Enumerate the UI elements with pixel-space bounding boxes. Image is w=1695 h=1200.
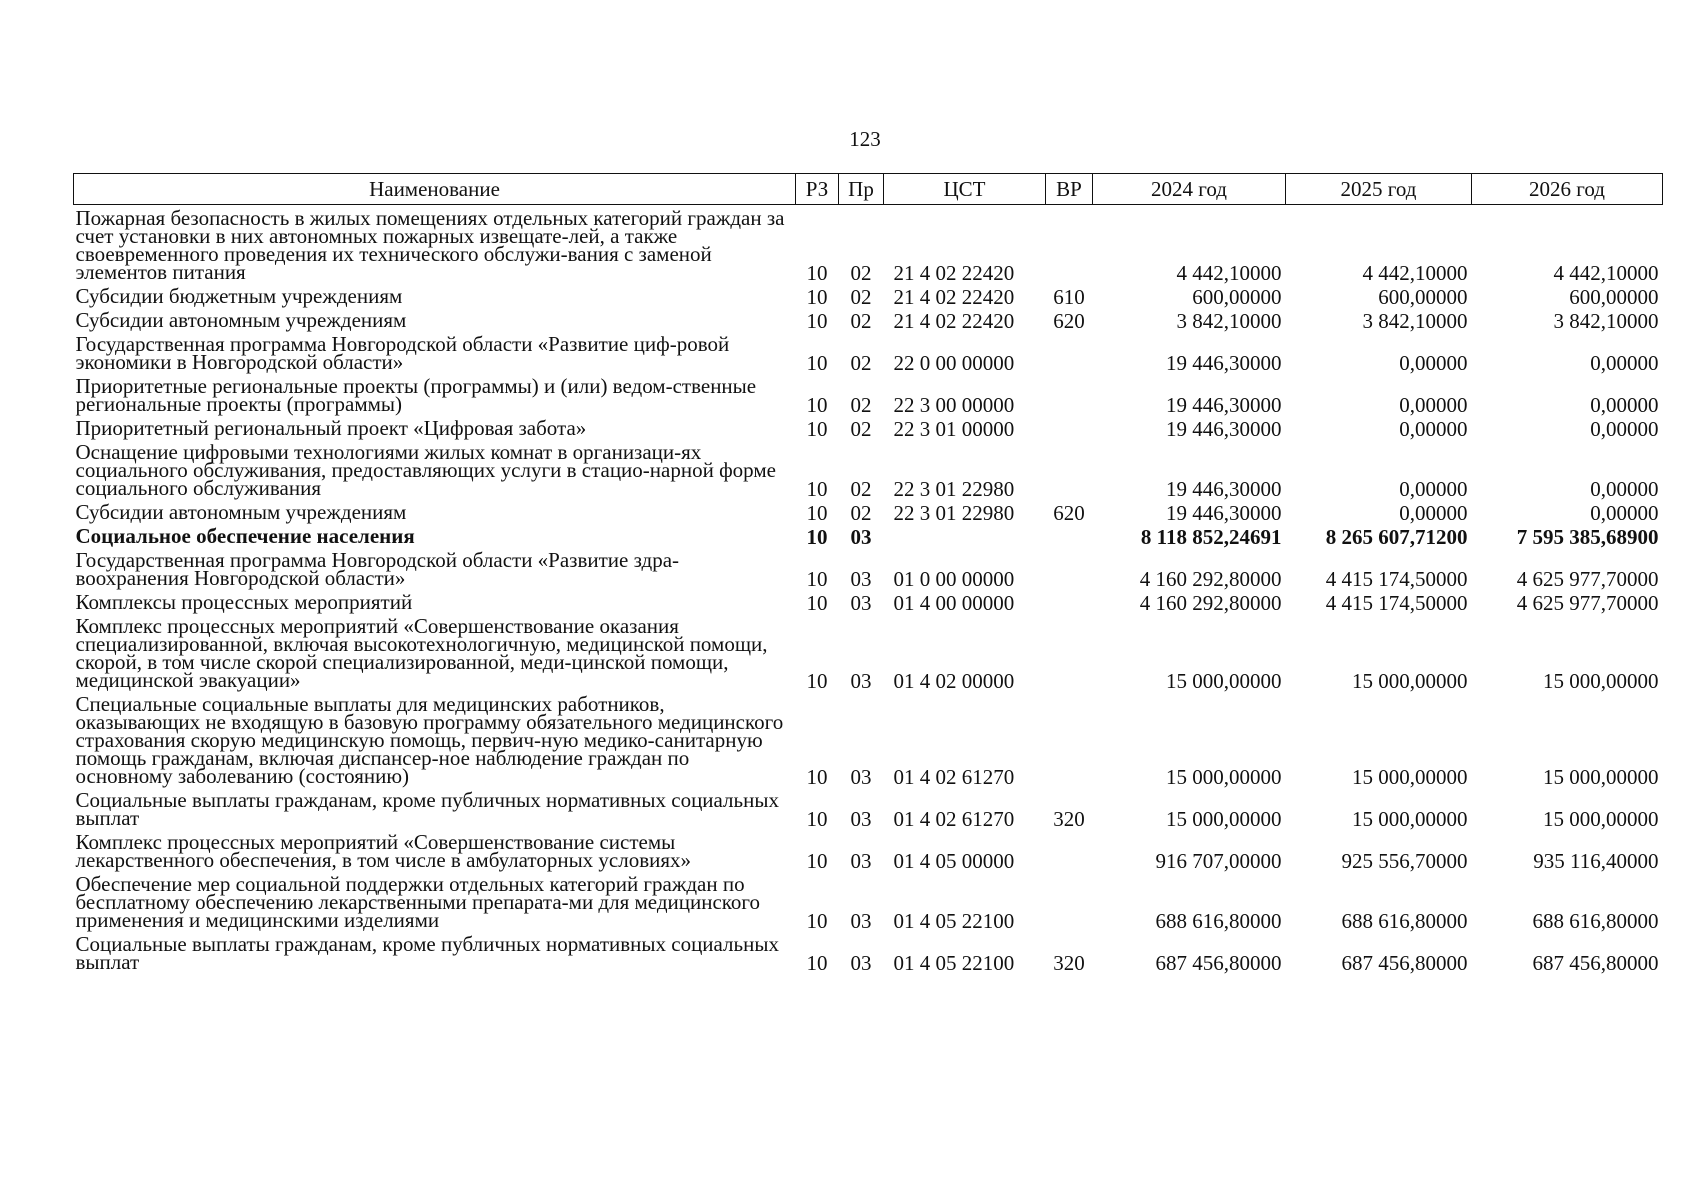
row-value-2025: 0,00000 [1399,477,1468,501]
row-rz: 10 [806,849,828,873]
row-cst [884,523,1046,547]
row-pr: 03 [850,525,872,549]
row-cst: 01 4 05 22100 [893,909,1015,933]
table-row [74,307,1663,331]
row-pr: 02 [850,285,872,309]
row-name: Приоритетный региональный проект «Цифровая забота» [75,416,587,440]
row-value-2025: 15 000,00000 [1352,807,1468,831]
row-vr [1046,205,1093,284]
row-value-2025: 15 000,00000 [1352,669,1468,693]
header-2026: 2026 год [1472,174,1663,205]
row-pr: 02 [850,351,872,375]
table-row [74,499,1663,523]
row-vr [1046,331,1093,373]
row-value-2025: 0,00000 [1399,393,1468,417]
row-value-2026: 4 625 977,70000 [1516,591,1659,615]
table-row [74,205,1663,284]
table-body [74,205,1663,974]
row-value-2026: 687 456,80000 [1532,951,1659,975]
row-value-2026: 0,00000 [1590,351,1659,375]
row-name: Комплекс процессных мероприятий «Совершенствование системы лекарственного обеспечения, в том числе в амбулаторных условиях» [75,830,692,872]
row-value-2024: 688 616,80000 [1155,909,1282,933]
row-value-2024: 19 446,30000 [1166,351,1282,375]
row-value-2026: 3 842,10000 [1553,309,1659,333]
row-value-2024: 3 842,10000 [1176,309,1282,333]
row-value-2025: 8 265 607,71200 [1325,525,1468,549]
table-row [74,331,1663,373]
row-name: Государственная программа Новгородской области «Развитие циф-ровой экономики в Новгородской области» [75,332,730,374]
row-value-2026: 15 000,00000 [1543,669,1659,693]
header-vr: ВР [1046,174,1093,205]
row-cst: 21 4 02 22420 [893,285,1015,309]
row-pr: 02 [850,417,872,441]
row-value-2024: 600,00000 [1192,285,1282,309]
row-name: Субсидии автономным учреждениям [75,308,407,332]
row-cst: 22 3 00 00000 [893,393,1015,417]
row-vr [1046,691,1093,787]
row-value-2024: 8 118 852,24691 [1140,525,1282,549]
table-row [74,931,1663,973]
row-value-2025: 3 842,10000 [1362,309,1468,333]
row-name: Пожарная безопасность в жилых помещениях отдельных категорий граждан за счет установки в них автономных пожарных извещате-лей, а также своевременного проведения их технического обслужи-вания с заменой элементов питания [75,206,785,284]
row-cst: 21 4 02 22420 [893,261,1015,285]
row-value-2025: 4 442,10000 [1362,261,1468,285]
row-name: Социальное обеспечение населения [75,524,415,548]
row-cst: 01 4 02 61270 [893,765,1015,789]
row-value-2026: 15 000,00000 [1543,807,1659,831]
row-vr: 320 [1053,951,1085,975]
row-rz: 10 [806,525,828,549]
row-value-2024: 19 446,30000 [1166,477,1282,501]
table-row [74,283,1663,307]
row-rz: 10 [806,477,828,501]
row-vr [1046,589,1093,613]
row-pr: 02 [850,501,872,525]
row-name: Специальные социальные выплаты для медицинских работников, оказывающих не входящую в базовую программу обязательного медицинского страхования скорую медицинскую помощь, первич-ную медико-санитарную помощь гражданам, включая диспансер-ное наблюдение граждан по основному заболеванию (состоянию) [75,692,784,788]
row-value-2026: 15 000,00000 [1543,765,1659,789]
row-value-2024: 4 160 292,80000 [1139,567,1282,591]
row-pr: 02 [850,477,872,501]
row-value-2024: 15 000,00000 [1166,669,1282,693]
row-rz: 10 [806,909,828,933]
row-name: Обеспечение мер социальной поддержки отдельных категорий граждан по бесплатному обеспечению лекарственными препарата-ми для медицинского применения и медицинскими изделиями [75,872,761,932]
row-value-2025: 600,00000 [1378,285,1468,309]
table-row [74,589,1663,613]
row-rz: 10 [806,807,828,831]
row-value-2025: 15 000,00000 [1352,765,1468,789]
row-value-2025: 0,00000 [1399,351,1468,375]
row-rz: 10 [806,591,828,615]
table-row [74,439,1663,499]
row-rz: 10 [806,567,828,591]
row-rz: 10 [806,765,828,789]
row-vr: 620 [1053,309,1085,333]
header-pr: Пр [839,174,884,205]
row-value-2026: 4 625 977,70000 [1516,567,1659,591]
row-name: Комплексы процессных мероприятий [75,590,413,614]
row-value-2024: 19 446,30000 [1166,417,1282,441]
row-rz: 10 [806,309,828,333]
header-cst: ЦСТ [884,174,1046,205]
row-rz: 10 [806,285,828,309]
row-name: Субсидии бюджетным учреждениям [75,284,403,308]
row-value-2026: 688 616,80000 [1532,909,1659,933]
row-value-2026: 7 595 385,68900 [1516,525,1659,549]
row-vr: 620 [1053,501,1085,525]
row-rz: 10 [806,501,828,525]
header-name: Наименование [74,174,796,205]
row-vr [1046,871,1093,931]
row-cst: 22 3 01 22980 [893,501,1015,525]
row-value-2025: 4 415 174,50000 [1325,567,1468,591]
row-vr [1046,613,1093,691]
row-value-2025: 687 456,80000 [1341,951,1468,975]
row-value-2025: 925 556,70000 [1341,849,1468,873]
table-row [74,787,1663,829]
row-name: Оснащение цифровыми технологиями жилых комнат в организаци-ях социального обслуживания, предоставляющих услуги в стацио-нарной форме социального обслуживания [75,440,776,500]
row-value-2024: 4 160 292,80000 [1139,591,1282,615]
budget-table [73,173,1663,973]
row-pr: 03 [850,567,872,591]
header-2024: 2024 год [1093,174,1286,205]
row-vr: 610 [1053,285,1085,309]
row-value-2024: 687 456,80000 [1155,951,1282,975]
row-pr: 03 [850,909,872,933]
row-cst: 22 3 01 00000 [893,417,1015,441]
row-value-2025: 688 616,80000 [1341,909,1468,933]
table-row [74,415,1663,439]
row-name: Субсидии автономным учреждениям [75,500,407,524]
page-number: 123 [849,127,881,151]
row-pr: 02 [850,261,872,285]
row-cst: 01 4 02 00000 [893,669,1015,693]
row-pr: 02 [850,393,872,417]
row-cst: 01 0 00 00000 [893,567,1015,591]
row-rz: 10 [806,351,828,375]
row-value-2025: 0,00000 [1399,417,1468,441]
table-row [74,871,1663,931]
row-name: Социальные выплаты гражданам, кроме публичных нормативных социальных выплат [75,788,779,830]
row-vr [1046,829,1093,871]
row-pr: 03 [850,951,872,975]
row-vr [1046,547,1093,589]
row-name: Комплекс процессных мероприятий «Совершенствование оказания специализированной, включая высокотехнологичную, медицинской помощи, скорой, в том числе скорой специализированной, меди-цинской помощи, медицинской эвакуации» [75,614,768,692]
row-value-2024: 15 000,00000 [1166,765,1282,789]
row-rz: 10 [806,417,828,441]
row-cst: 01 4 05 00000 [893,849,1015,873]
row-cst: 22 0 00 00000 [893,351,1015,375]
row-pr: 03 [850,807,872,831]
row-cst: 01 4 02 61270 [893,807,1015,831]
row-value-2026: 0,00000 [1590,393,1659,417]
row-value-2026: 0,00000 [1590,417,1659,441]
row-rz: 10 [806,393,828,417]
row-cst: 01 4 00 00000 [893,591,1015,615]
header-rz: РЗ [796,174,839,205]
row-cst: 21 4 02 22420 [893,309,1015,333]
row-value-2024: 19 446,30000 [1166,393,1282,417]
row-vr: 320 [1053,807,1085,831]
row-value-2026: 0,00000 [1590,477,1659,501]
row-name: Государственная программа Новгородской области «Развитие здра-воохранения Новгородской области» [75,548,680,590]
row-name: Приоритетные региональные проекты (программы) и (или) ведом-ственные региональные проекты (программы) [75,374,757,416]
row-value-2025: 4 415 174,50000 [1325,591,1468,615]
row-name: Социальные выплаты гражданам, кроме публичных нормативных социальных выплат [75,932,779,974]
row-pr: 03 [850,765,872,789]
row-value-2026: 600,00000 [1569,285,1659,309]
row-cst: 22 3 01 22980 [893,477,1015,501]
row-pr: 03 [850,669,872,693]
row-value-2026: 0,00000 [1590,501,1659,525]
table-row [74,691,1663,787]
table-row [74,829,1663,871]
row-vr [1046,373,1093,415]
row-value-2024: 19 446,30000 [1166,501,1282,525]
row-vr [1046,439,1093,499]
row-value-2025: 0,00000 [1399,501,1468,525]
table-row [74,523,1663,547]
row-value-2024: 4 442,10000 [1176,261,1282,285]
row-value-2026: 4 442,10000 [1553,261,1659,285]
row-pr: 03 [850,849,872,873]
table-header-row [74,174,1663,205]
row-vr [1046,523,1093,547]
row-vr [1046,415,1093,439]
row-value-2024: 916 707,00000 [1155,849,1282,873]
header-2025: 2025 год [1286,174,1472,205]
table-row [74,373,1663,415]
row-rz: 10 [806,261,828,285]
row-value-2024: 15 000,00000 [1166,807,1282,831]
table-row [74,613,1663,691]
row-rz: 10 [806,669,828,693]
table-row [74,547,1663,589]
row-cst: 01 4 05 22100 [893,951,1015,975]
row-pr: 03 [850,591,872,615]
row-rz: 10 [806,951,828,975]
row-value-2026: 935 116,40000 [1533,849,1659,873]
row-pr: 02 [850,309,872,333]
